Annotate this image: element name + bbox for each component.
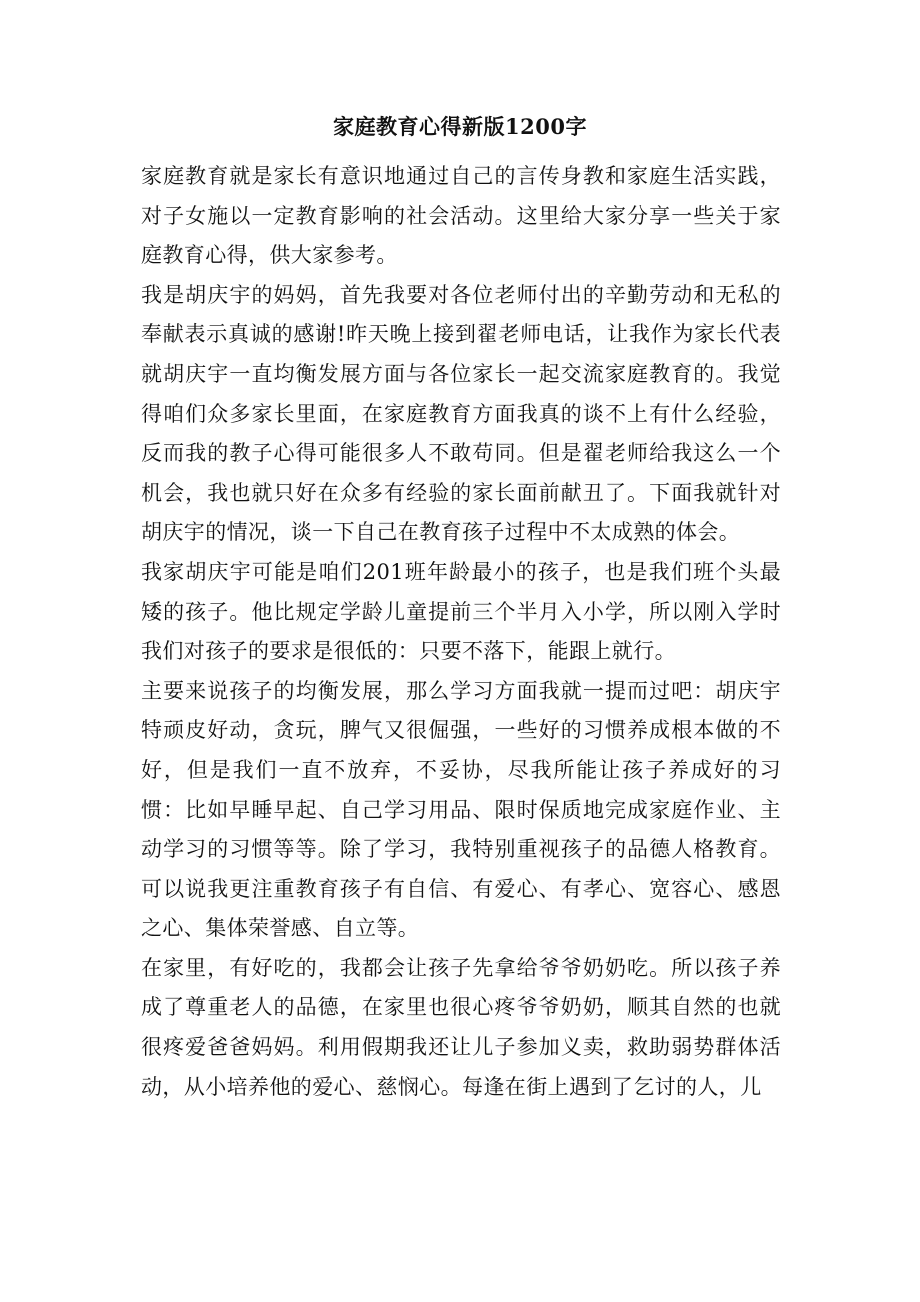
document-title: 家庭教育心得新版1200字 [333, 114, 587, 139]
paragraph-child-background: 我家胡庆宇可能是咱们201班年龄最小的孩子，也是我们班个头最矮的孩子。他比规定学龄儿童提前三个半月入小学，所以刚入学时我们对孩子的要求是很低的：只要不落下，能跟上就行。 [141, 559, 781, 664]
paragraph-intro: 家庭教育就是家长有意识地通过自己的言传身教和家庭生活实践，对子女施以一定教育影响的社会活动。这里给大家分享一些关于家庭教育心得，供大家参考。 [141, 164, 781, 268]
paragraph-balanced-development: 主要来说孩子的均衡发展，那么学习方面我就一提而过吧：胡庆宇特顽皮好动，贪玩，脾气又很倔强，一些好的习惯养成根本做的不好，但是我们一直不放弃，不妥协，尽我所能让孩子养成好的习惯：比如早睡早起、自己学习用品、限时保质地完成家庭作业、主动学习的习惯等等。除了学习，我特别重视孩子的品德人格教育。可以说我更注重教育孩子有自信、有爱心、有孝心、宽容心、感恩之心、集体荣誉感、自立等。 [141, 678, 781, 941]
document-body [141, 157, 781, 1107]
paragraph-greeting: 我是胡庆宇的妈妈，首先我要对各位老师付出的辛勤劳动和无私的奉献表示真诚的感谢!昨天晚上接到翟老师电话，让我作为家长代表就胡庆宇一直均衡发展方面与各位家长一起交流家庭教育的。我觉得咱们众多家长里面，在家庭教育方面我真的谈不上有什么经验，反而我的教子心得可能很多人不敢苟同。但是翟老师给我这么一个机会，我也就只好在众多有经验的家长面前献丑了。下面我就针对胡庆宇的情况，谈一下自己在教育孩子过程中不太成熟的体会。 [141, 282, 781, 545]
paragraph-respect-elders: 在家里，有好吃的，我都会让孩子先拿给爷爷奶奶吃。所以孩子养成了尊重老人的品德，在家里也很心疼爷爷奶奶，顺其自然的也就很疼爱爸爸妈妈。利用假期我还让儿子参加义卖，救助弱势群体活动，从小培养他的爱心、慈悯心。每逢在街上遇到了乞讨的人，儿 [141, 955, 781, 1099]
